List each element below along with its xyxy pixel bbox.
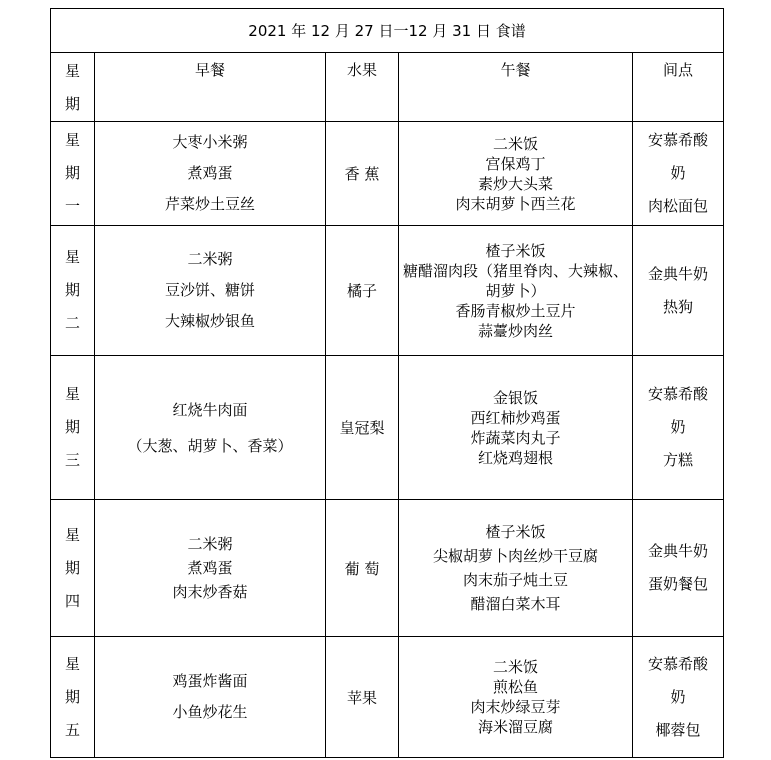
day-row-monday [51, 122, 724, 226]
breakfast-item: 二米粥 [187, 250, 233, 268]
header-fruit: 水果 [326, 53, 399, 122]
lunch-item: 楂子米饭 [485, 523, 546, 541]
lunch-item: 楂子米饭 [485, 241, 546, 260]
snack-cell [633, 226, 724, 356]
lunch-item: 香肠青椒炒土豆片 [455, 301, 576, 320]
snack-item: 热狗 [662, 297, 693, 316]
lunch-item: 红烧鸡翅根 [477, 448, 553, 467]
lunch-item: 煎松鱼 [492, 678, 538, 696]
breakfast-item: 大辣椒炒银鱼 [164, 312, 255, 330]
day-label [51, 500, 95, 637]
snack-item: 肉松面包 [647, 197, 708, 215]
day-char: 星 [64, 525, 80, 544]
breakfast-cell [95, 500, 326, 637]
snack-item: 蛋奶餐包 [647, 575, 708, 593]
breakfast-item: 二米粥 [187, 535, 233, 553]
snack-item: 金典牛奶 [647, 264, 708, 283]
day-row-friday [51, 637, 724, 758]
lunch-item: 肉末炒绿豆芽 [470, 698, 561, 716]
day-char: 一 [64, 197, 80, 215]
snack-cell [633, 122, 724, 226]
breakfast-item: 煮鸡蛋 [187, 164, 233, 182]
lunch-item: 宫保鸡丁 [485, 154, 546, 173]
snack-item: 安慕希酸 [647, 385, 708, 403]
lunch-item: 尖椒胡萝卜肉丝炒干豆腐 [432, 547, 598, 565]
snack-item: 金典牛奶 [647, 542, 708, 560]
lunch-item: 素炒大头菜 [477, 174, 553, 193]
snack-item: 奶 [670, 418, 686, 436]
lunch-cell [399, 500, 633, 637]
day-char: 期 [64, 164, 80, 182]
day-row-wednesday [51, 356, 724, 500]
lunch-item: 醋溜白菜木耳 [470, 595, 561, 613]
lunch-cell [399, 226, 633, 356]
day-char: 星 [64, 385, 80, 403]
breakfast-cell [95, 356, 326, 500]
day-row-tuesday [51, 226, 724, 356]
breakfast-item: 豆沙饼、糖饼 [164, 281, 255, 299]
menu-table [50, 8, 724, 758]
day-char: 二 [64, 314, 80, 332]
fruit-cell: 皇冠梨 [326, 356, 399, 500]
snack-item: 方糕 [662, 451, 693, 469]
snack-item: 奶 [670, 687, 686, 706]
lunch-item: 肉末茄子炖土豆 [462, 571, 568, 589]
breakfast-item: 肉末炒香菇 [172, 583, 248, 601]
header-snack: 间点 [633, 53, 724, 122]
day-char: 期 [64, 281, 80, 299]
header-row [51, 53, 724, 122]
lunch-item: 金银饭 [492, 388, 538, 407]
lunch-item: 海米溜豆腐 [477, 718, 553, 736]
snack-cell [633, 637, 724, 758]
fruit-cell: 葡 萄 [326, 500, 399, 637]
day-char: 五 [64, 720, 80, 739]
lunch-item: 二米饭 [492, 658, 538, 676]
snack-item: 椰蓉包 [655, 720, 701, 739]
day-char: 三 [64, 451, 80, 469]
fruit-cell: 苹果 [326, 637, 399, 758]
day-char: 星 [64, 654, 80, 673]
day-char: 星 [64, 131, 80, 149]
header-breakfast: 早餐 [95, 53, 326, 122]
breakfast-cell [95, 122, 326, 226]
day-row-thursday [51, 500, 724, 637]
snack-cell [633, 356, 724, 500]
day-label [51, 122, 95, 226]
breakfast-item: 芹菜炒土豆丝 [164, 195, 255, 213]
header-day-line: 星 [64, 62, 80, 80]
day-label [51, 356, 95, 500]
lunch-cell [399, 637, 633, 758]
day-char: 四 [64, 591, 80, 610]
lunch-item: 西红柿炒鸡蛋 [470, 408, 561, 427]
breakfast-item: （大葱、胡萝卜、香菜） [127, 436, 293, 455]
fruit-cell: 香 蕉 [326, 122, 399, 226]
breakfast-cell [95, 226, 326, 356]
snack-item: 安慕希酸 [647, 131, 708, 149]
fruit-cell: 橘子 [326, 226, 399, 356]
lunch-cell [399, 122, 633, 226]
breakfast-cell [95, 637, 326, 758]
snack-item: 安慕希酸 [647, 654, 708, 673]
lunch-item: 糖醋溜肉段（猪里脊肉、大辣椒、 [402, 261, 628, 280]
snack-item: 奶 [670, 164, 686, 182]
breakfast-item: 大枣小米粥 [172, 133, 248, 151]
header-day-line: 期 [64, 95, 80, 113]
lunch-item: 肉末胡萝卜西兰花 [455, 194, 576, 213]
day-label [51, 637, 95, 758]
snack-cell [633, 500, 724, 637]
title-row [51, 9, 724, 53]
lunch-cell [399, 356, 633, 500]
header-lunch: 午餐 [399, 53, 633, 122]
lunch-item: 炸蔬菜肉丸子 [470, 428, 561, 447]
menu-title: 2021 年 12 月 27 日一12 月 31 日 食谱 [51, 9, 724, 53]
lunch-item: 蒜薹炒肉丝 [477, 321, 553, 340]
breakfast-item: 红烧牛肉面 [172, 400, 248, 419]
day-char: 期 [64, 558, 80, 577]
breakfast-item: 鸡蛋炸酱面 [172, 672, 248, 690]
lunch-item: 二米饭 [492, 134, 538, 153]
day-char: 期 [64, 418, 80, 436]
lunch-item: 胡萝卜） [485, 281, 546, 300]
day-char: 期 [64, 687, 80, 706]
breakfast-item: 煮鸡蛋 [187, 559, 233, 577]
breakfast-item: 小鱼炒花生 [172, 703, 248, 721]
day-label [51, 226, 95, 356]
header-day [51, 53, 95, 122]
day-char: 星 [64, 248, 80, 266]
